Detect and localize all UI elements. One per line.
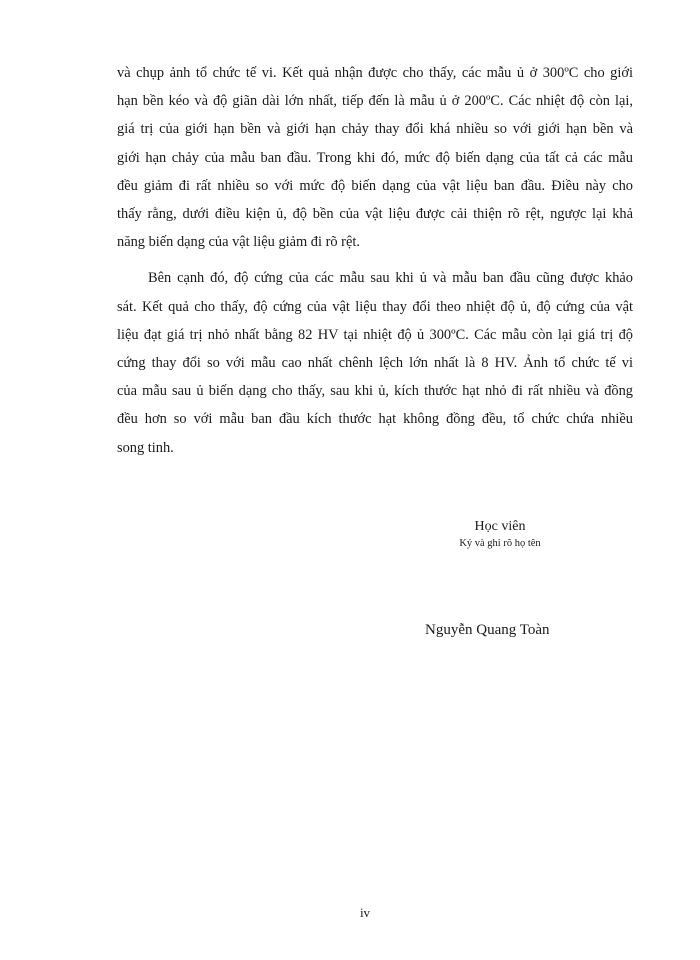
paragraph-hardness	[117, 264, 633, 461]
text-line: giới hạn chảy của mẫu ban đầu. Trong khi đó, mức độ biến dạng của tất cả các mẫu	[117, 149, 633, 166]
text-line: năng biến dạng của vật liệu giảm đi rõ rệt.	[117, 234, 360, 251]
body-text	[117, 59, 633, 462]
signature-subtitle: Ký và ghi rõ họ tên	[459, 538, 541, 549]
text-line: hạn bền kéo và độ giãn dài lớn nhất, tiếp đến là mẫu ủ ở 200ºC. Các nhiệt độ còn lại,	[117, 93, 633, 110]
signature-title: Học viên	[474, 519, 526, 534]
signature-name: Nguyễn Quang Toàn	[425, 622, 550, 638]
text-line: liệu đạt giá trị nhỏ nhất bằng 82 HV tại nhiệt độ ủ 300ºC. Các mẫu còn lại giá trị độ	[117, 326, 633, 343]
text-line: song tinh.	[117, 439, 174, 456]
text-line: thấy rằng, dưới điều kiện ủ, độ bền của vật liệu được cải thiện rõ rệt, ngược lại khả	[117, 206, 633, 223]
text-line: đều hơn so với mẫu ban đầu kích thước hạt không đồng đều, tổ chức chứa nhiều	[117, 411, 633, 428]
text-line: giá trị của giới hạn bền và giới hạn chảy thay đổi khá nhiều so với giới hạn bền và	[117, 121, 633, 138]
page-number: iv	[359, 905, 371, 920]
text-line: cứng thay đổi so với mẫu cao nhất chênh lệch lớn nhất là 8 HV. Ảnh tổ chức tế vi	[117, 355, 633, 372]
text-line: Bên cạnh đó, độ cứng của các mẫu sau khi ủ và mẫu ban đầu cũng được khảo	[148, 270, 633, 287]
text-line: sát. Kết quả cho thấy, độ cứng của vật liệu thay đổi theo nhiệt độ ủ, độ cứng của vật	[117, 298, 633, 315]
text-line: và chụp ảnh tổ chức tế vi. Kết quả nhận được cho thấy, các mẫu ủ ở 300ºC cho giới	[117, 65, 633, 81]
text-line: đều giảm đi rất nhiều so với mức độ biến dạng của vật liệu ban đầu. Điều này cho	[117, 177, 633, 194]
paragraph-results	[117, 59, 633, 256]
text-line: của mẫu sau ủ biến dạng cho thấy, sau khi ủ, kích thước hạt nhỏ đi rất nhiều và đồng	[117, 383, 633, 400]
